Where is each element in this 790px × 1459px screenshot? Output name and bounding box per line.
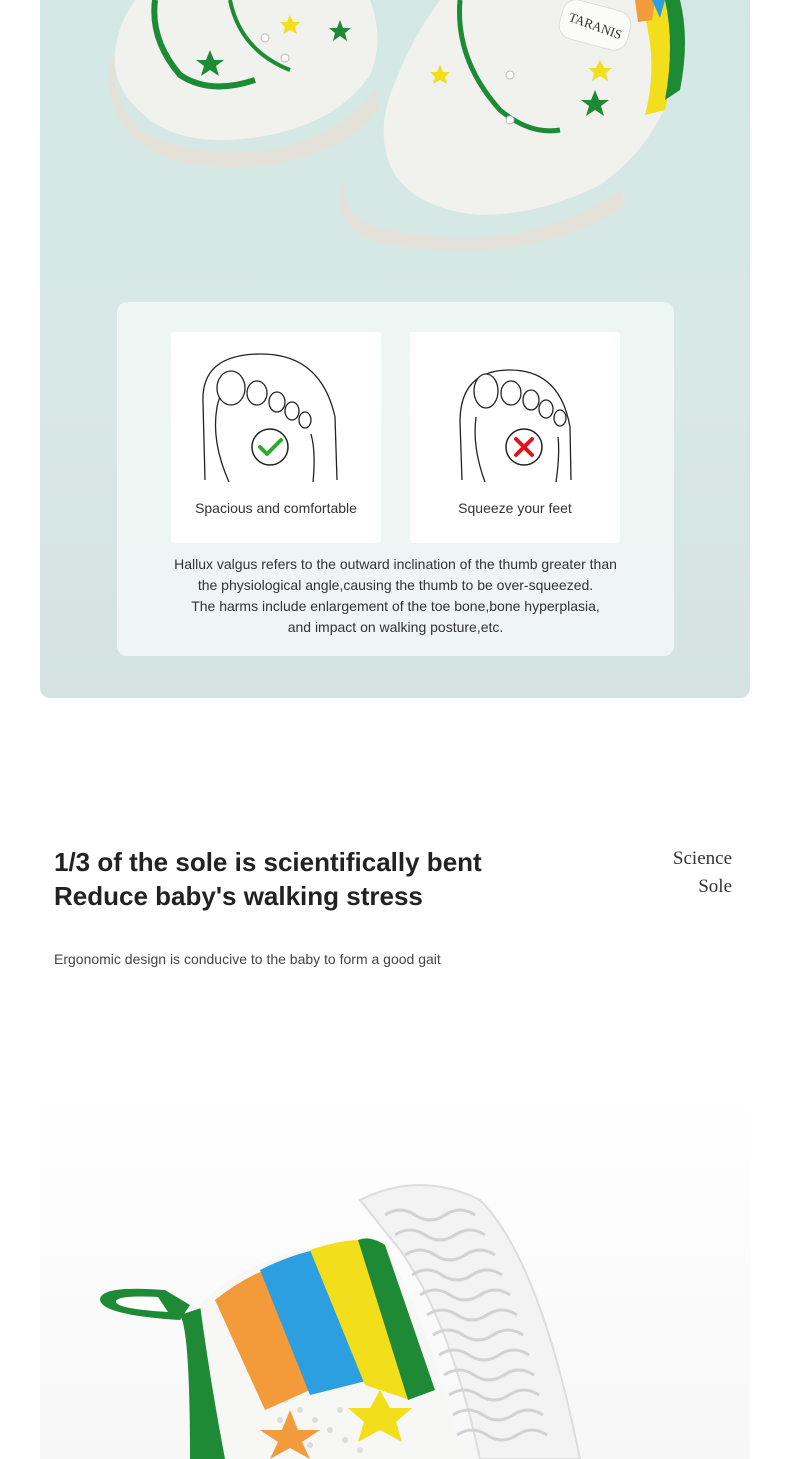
description-line-1: Hallux valgus refers to the outward inclination of the thumb greater than — [174, 556, 617, 572]
squeeze-foot-card — [410, 332, 620, 543]
science-sole-tag — [673, 845, 732, 901]
description-line-4: and impact on walking posture,etc. — [287, 619, 504, 635]
squeeze-label: Squeeze your feet — [458, 500, 572, 516]
description-line-2: the physiological angle,causing the thumb to be over-squeezed. — [197, 577, 594, 593]
check-circle-icon — [252, 429, 288, 465]
hallux-info-card — [117, 302, 674, 656]
bent-sole-shoe-image — [40, 1090, 750, 1459]
headline-line-2: Reduce baby's walking stress — [54, 881, 423, 911]
sole-shoe-panel — [40, 1090, 750, 1459]
cross-circle-icon — [506, 429, 542, 465]
tag-line-2: Sole — [698, 876, 732, 897]
description-line-3: The harms include enlargement of the toe bone,bone hyperplasia, — [191, 598, 600, 614]
top-feature-panel — [40, 0, 750, 698]
hallux-description — [117, 554, 674, 638]
spacious-foot-card — [171, 332, 381, 543]
brand-text: TARANIS — [566, 9, 624, 43]
headline-line-1: 1/3 of the sole is scientifically bent — [54, 847, 482, 877]
section-subtitle: Ergonomic design is conducive to the baby to form a good gait — [54, 951, 441, 967]
top-shoes-illustration — [40, 0, 750, 290]
right-shoe-image — [339, 0, 685, 250]
spacious-label: Spacious and comfortable — [195, 500, 357, 516]
section-headline — [54, 845, 614, 913]
left-shoe-image — [109, 0, 378, 167]
tag-line-1: Science — [672, 848, 732, 869]
